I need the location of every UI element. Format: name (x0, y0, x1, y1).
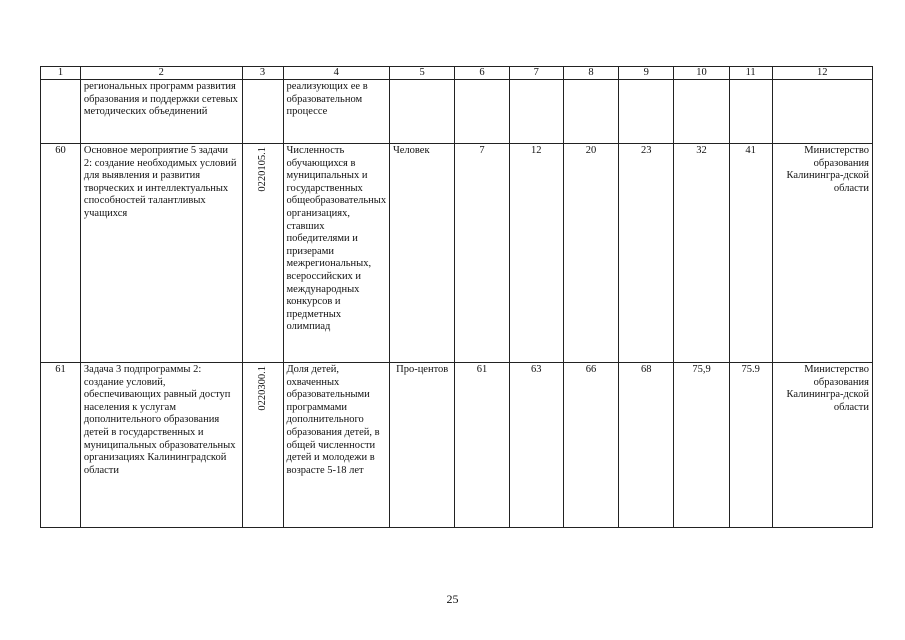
value-cell (563, 80, 618, 144)
responsible: Министерство образования Калинингра-дской области (772, 363, 872, 528)
value-cell: 63 (509, 363, 563, 528)
responsible (772, 80, 872, 144)
value-cell (619, 80, 674, 144)
column-number: 12 (772, 67, 872, 80)
value-cell (455, 80, 509, 144)
column-number-row (41, 67, 873, 80)
column-number: 5 (389, 67, 454, 80)
value-cell: 20 (563, 144, 618, 363)
value-cell (509, 80, 563, 144)
value-cell: 61 (455, 363, 509, 528)
column-number: 10 (674, 67, 729, 80)
unit: Про-центов (389, 363, 454, 528)
column-number: 4 (283, 67, 389, 80)
activity-name: Основное мероприятие 5 задачи 2: создание необходимых условий для выявления и развития творческих и интеллектуальных способностей талантливых учащихся (80, 144, 242, 363)
value-cell: 68 (619, 363, 674, 528)
row-number (41, 80, 81, 144)
column-number: 8 (563, 67, 618, 80)
column-number: 11 (729, 67, 772, 80)
value-cell: 41 (729, 144, 772, 363)
responsible: Министерство образования Калинингра-дской области (772, 144, 872, 363)
value-cell: 7 (455, 144, 509, 363)
page-number: 25 (446, 592, 459, 606)
value-cell: 75.9 (729, 363, 772, 528)
indicator-name: реализующих ее в образовательном процессе (283, 80, 389, 144)
budget-code: 0220105.1 (242, 144, 283, 363)
activity-name: региональных программ развития образования и поддержки сетевых методических объединений (80, 80, 242, 144)
budget-code (242, 80, 283, 144)
unit: Человек (389, 144, 454, 363)
column-number: 6 (455, 67, 509, 80)
value-cell: 75,9 (674, 363, 729, 528)
table-row (41, 144, 873, 363)
value-cell: 23 (619, 144, 674, 363)
value-cell (729, 80, 772, 144)
value-cell: 66 (563, 363, 618, 528)
row-number: 60 (41, 144, 81, 363)
indicator-name: Численность обучающихся в муниципальных и государственных общеобразовательных организациях, ставших победителями и призерами межрегиональных, всероссийских и международных конкурсов и предметных олимпиад (283, 144, 389, 363)
unit (389, 80, 454, 144)
indicator-name: Доля детей, охваченных образовательными программами дополнительного образования детей, в общей численности детей и молодежи в возрасте 5-18 лет (283, 363, 389, 528)
value-cell: 32 (674, 144, 729, 363)
column-number: 1 (41, 67, 81, 80)
column-number: 7 (509, 67, 563, 80)
value-cell (674, 80, 729, 144)
column-number: 9 (619, 67, 674, 80)
table-row (41, 80, 873, 144)
column-number: 2 (80, 67, 242, 80)
budget-code: 0220300.1 (242, 363, 283, 528)
indicators-table (40, 66, 873, 528)
table-row (41, 363, 873, 528)
activity-name: Задача 3 подпрограммы 2: создание условий, обеспечивающих равный доступ населения к услугам дополнительного образования детей в государственных и муниципальных образовательных организациях Калининградской области (80, 363, 242, 528)
value-cell: 12 (509, 144, 563, 363)
column-number: 3 (242, 67, 283, 80)
row-number: 61 (41, 363, 81, 528)
